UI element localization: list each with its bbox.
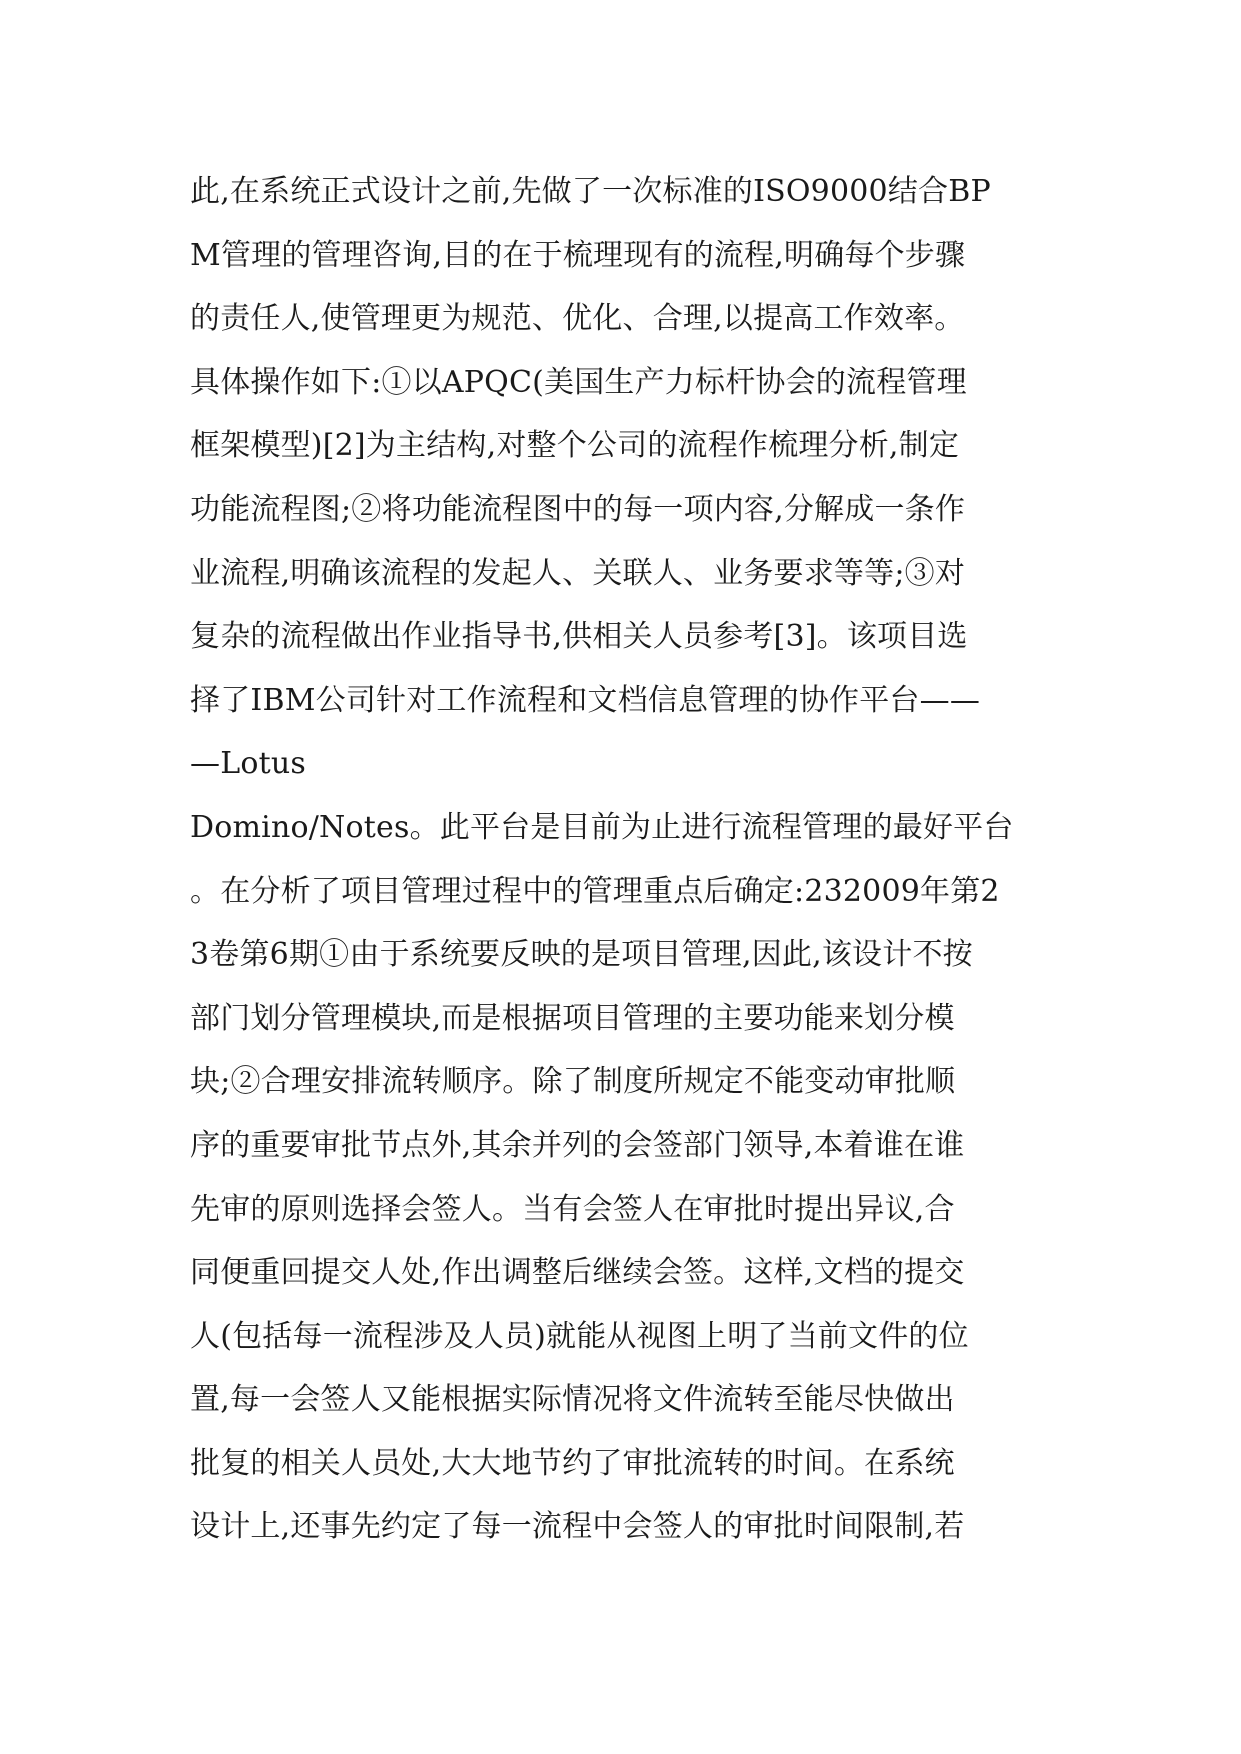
text-line: 先审的原则选择会签人。当有会签人在审批时提出异议,合 xyxy=(190,1191,955,1227)
text-line: 复杂的流程做出作业指导书,供相关人员参考[3]。该项目选 xyxy=(190,619,968,655)
text-line: 人(包括每一流程涉及人员)就能从视图上明了当前文件的位 xyxy=(190,1318,969,1354)
text-line: 具体操作如下:①以APQC(美国生产力标杆协会的流程管理 xyxy=(190,364,967,400)
text-line: 功能流程图;②将功能流程图中的每一项内容,分解成一条作 xyxy=(190,491,966,527)
text-line: Domino/Notes。此平台是目前为止进行流程管理的最好平台 xyxy=(190,809,1014,845)
text-line: 业流程,明确该流程的发起人、关联人、业务要求等等;③对 xyxy=(190,555,966,591)
text-line: M管理的管理咨询,目的在于梳理现有的流程,明确每个步骤 xyxy=(190,237,966,273)
text-line: 置,每一会签人又能根据实际情况将文件流转至能尽快做出 xyxy=(190,1382,955,1418)
text-line: 3卷第6期①由于系统要反映的是项目管理,因此,该设计不按 xyxy=(190,937,973,973)
text-line: 此,在系统正式设计之前,先做了一次标准的ISO9000结合BP xyxy=(190,174,991,209)
text-line: 块;②合理安排流转顺序。除了制度所规定不能变动审批顺 xyxy=(190,1064,956,1100)
text-line: 。在分析了项目管理过程中的管理重点后确定:232009年第2 xyxy=(190,873,1000,909)
text-line: 框架模型)[2]为主结构,对整个公司的流程作梳理分析,制定 xyxy=(190,428,960,464)
text-line: 批复的相关人员处,大大地节约了审批流转的时间。在系统 xyxy=(190,1445,955,1481)
text-line: 设计上,还事先约定了每一流程中会签人的审批时间限制,若 xyxy=(190,1509,965,1545)
body-text xyxy=(190,160,1070,1559)
text-line: 序的重要审批节点外,其余并列的会签部门领导,本着谁在谁 xyxy=(190,1127,965,1163)
text-line: 的责任人,使管理更为规范、优化、合理,以提高工作效率。 xyxy=(190,301,965,337)
text-line: 部门划分管理模块,而是根据项目管理的主要功能来划分模 xyxy=(190,1000,955,1036)
text-line: 同便重回提交人处,作出调整后继续会签。这样,文档的提交 xyxy=(190,1255,965,1291)
text-line: —Lotus xyxy=(190,746,306,782)
text-line: 择了IBM公司针对工作流程和文档信息管理的协作平台—— xyxy=(190,682,981,718)
